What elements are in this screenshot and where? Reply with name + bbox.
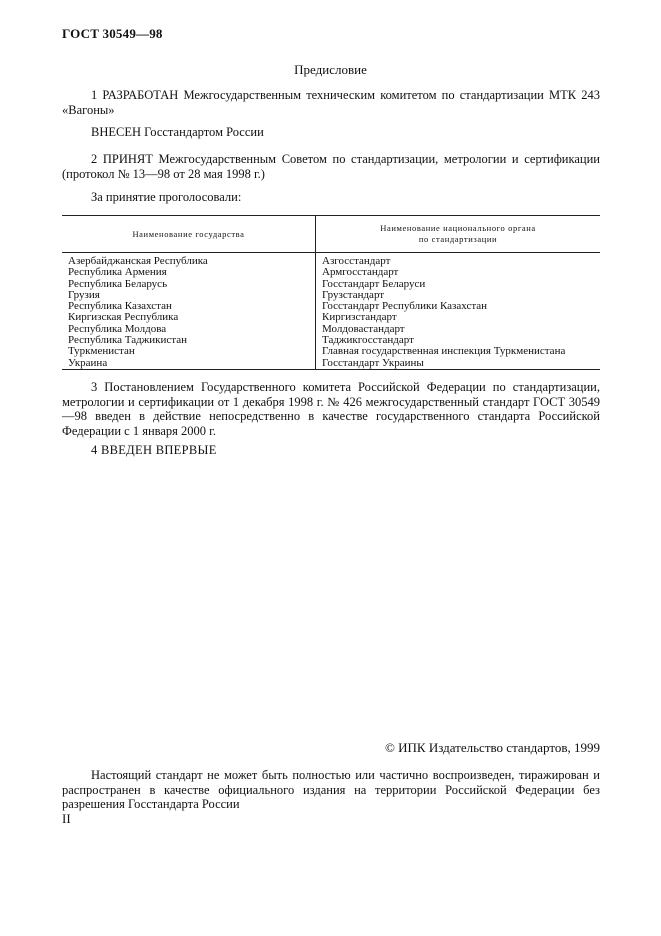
table-cell-standards-body: Таджикгосстандарт <box>322 334 414 347</box>
table-cell-standards-body: Киргизстандарт <box>322 311 397 324</box>
paragraph-developed-by: 1 РАЗРАБОТАН Межгосударственным техническим комитетом по стандартизации МТК 243 «Вагоны» <box>62 88 600 117</box>
page-number: II <box>62 811 71 826</box>
table-cell-state: Республика Армения <box>68 266 167 279</box>
table-cell-standards-body: Азгосстандарт <box>322 255 391 267</box>
column-header-standards-body-line1: Наименование национального органа <box>380 223 536 233</box>
voting-table <box>62 215 600 370</box>
column-header-state: Наименование государства <box>132 228 245 239</box>
table-cell-standards-body: Госстандарт Украины <box>322 356 424 369</box>
standards-bodies-column <box>322 256 598 369</box>
paragraph-voted-for: За принятие проголосовали: <box>91 190 242 204</box>
reproduction-notice: Настоящий стандарт не может быть полностью или частично воспроизведен, тиражирован и распространен в качестве официального издания на территории Российской Федерации без разрешения Госстандарта России <box>62 768 600 811</box>
table-cell-state: Азербайджанская Республика <box>68 255 208 267</box>
table-cell-standards-body: Госстандарт Беларуси <box>322 277 426 290</box>
column-header-standards-body-line2: по стандартизации <box>418 234 498 244</box>
paragraph-adopted-by: 2 ПРИНЯТ Межгосударственным Советом по стандартизации, метрологии и сертификации (протокол № 13—98 от 28 мая 1998 г.) <box>62 152 600 181</box>
table-cell-standards-body: Грузстандарт <box>322 288 385 301</box>
table-cell-state: Грузия <box>68 288 100 301</box>
table-cell-state: Республика Казахстан <box>68 300 172 313</box>
paragraph-enacted: 3 Постановлением Государственного комитета Российской Федерации по стандартизации, метрологии и сертификации от 1 декабря 1998 г. № 426 межгосударственный стандарт ГОСТ 30549—98 введен в действие непосредственно в качестве государственного стандарта Российской Федерации с 1 января 2000 г. <box>62 380 600 438</box>
states-column <box>68 256 313 369</box>
table-cell-standards-body: Армгосстандарт <box>322 266 399 279</box>
document-number: ГОСТ 30549—98 <box>62 26 163 41</box>
table-cell-standards-body: Главная государственная инспекция Туркменистана <box>322 345 566 358</box>
table-cell-state: Республика Таджикистан <box>68 334 187 347</box>
table-cell-standards-body: Госстандарт Республики Казахстан <box>322 300 488 313</box>
preface-title: Предисловие <box>294 62 367 77</box>
column-header-standards-body <box>316 216 600 252</box>
table-cell-state: Туркменистан <box>68 345 135 358</box>
table-cell-standards-body: Молдовастандарт <box>322 322 405 335</box>
paragraph-introduced-by: ВНЕСЕН Госстандартом России <box>91 125 264 139</box>
table-cell-state: Киргизская Республика <box>68 311 179 324</box>
table-cell-state: Республика Молдова <box>68 322 167 335</box>
copyright-line: © ИПК Издательство стандартов, 1999 <box>385 740 600 755</box>
paragraph-introduced-first-time: 4 ВВЕДЕН ВПЕРВЫЕ <box>91 443 217 457</box>
table-cell-state: Республика Беларусь <box>68 277 168 290</box>
table-cell-state: Украина <box>68 356 108 369</box>
